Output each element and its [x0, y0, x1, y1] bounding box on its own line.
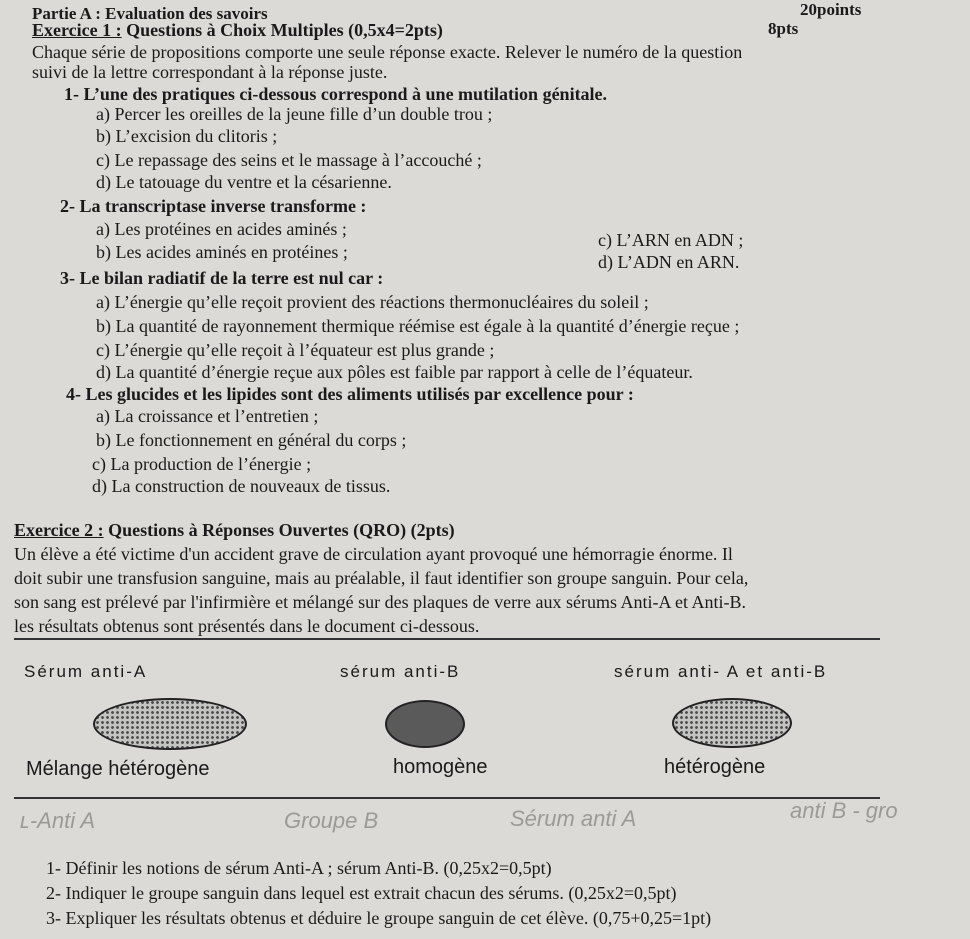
q2-stem: 2- La transcriptase inverse transforme :	[60, 196, 367, 216]
document-bottom-rule	[14, 797, 880, 799]
exercise2-subtitle: Questions à Réponses Ouvertes (QRO) (2pts)	[108, 520, 455, 540]
q3-option-a: a) L’énergie qu’elle reçoit provient des réactions thermonucléaires du soleil ;	[96, 292, 649, 312]
q4-stem: 4- Les glucides et les lipides sont des aliments utilisés par excellence pour :	[66, 384, 634, 404]
exercise2-question-3: 3- Expliquer les résultats obtenus et déduire le groupe sanguin de cet élève. (0,75+0,25=1pt)	[46, 908, 712, 928]
col3-title: sérum anti- A et anti-B	[614, 662, 828, 681]
exercise2-heading	[14, 520, 455, 541]
handwritten-note-3: Sérum anti A	[510, 806, 637, 831]
q3-option-c: c) L’énergie qu’elle reçoit à l’équateur est plus grande ;	[96, 340, 495, 360]
q2-option-b: b) Les acides aminés en protéines ;	[96, 242, 348, 262]
exercise2-paragraph-line2: doit subir une transfusion sanguine, mais au préalable, il faut identifier son groupe sanguin. Pour cela,	[14, 568, 749, 588]
q3-option-d: d) La quantité d’énergie reçue aux pôles est faible par rapport à celle de l’équateur.	[96, 362, 693, 382]
document-top-rule	[14, 638, 880, 640]
exercise1-heading	[32, 20, 443, 41]
q4-option-a: a) La croissance et l’entretien ;	[96, 406, 319, 426]
q3-option-b: b) La quantité de rayonnement thermique réémise est égale à la quantité d’énergie reçue ;	[96, 316, 740, 336]
agglutinated-drop-anti-ab	[672, 698, 792, 748]
handwritten-note-2: Groupe B	[284, 808, 379, 833]
part-label: Partie A : Evaluation des savoirs	[32, 4, 268, 23]
q1-option-d: d) Le tatouage du ventre et la césarienne.	[96, 172, 392, 192]
exercise2-paragraph-line4: les résultats obtenus sont présentés dans le document ci-dessous.	[14, 616, 480, 636]
q2-option-a: a) Les protéines en acides aminés ;	[96, 219, 347, 239]
q3-stem: 3- Le bilan radiatif de la terre est nul car :	[60, 268, 384, 288]
exercise2-question-2: 2- Indiquer le groupe sanguin dans lequel est extrait chacun des sérums. (0,25x2=0,5pt)	[46, 883, 677, 903]
agglutinated-drop-anti-a	[93, 698, 247, 750]
exercise1-subtitle: Questions à Choix Multiples (0,5x4=2pts)	[126, 20, 443, 40]
exercise1-instruction-line1: Chaque série de propositions comporte une seule réponse exacte. Relever le numéro de la question	[32, 42, 743, 62]
col2-title: sérum anti-B	[340, 662, 461, 681]
col1-result: Mélange hétérogène	[26, 758, 210, 780]
exercise1-title: Exercice 1 :	[32, 20, 122, 40]
exercise2-title: Exercice 2 :	[14, 520, 104, 540]
handwritten-note-1: ʟ-Anti A	[20, 808, 96, 833]
q4-option-b: b) Le fonctionnement en général du corps ;	[96, 430, 407, 450]
q2-option-c: c) L’ARN en ADN ;	[598, 230, 744, 250]
q4-option-c: c) La production de l’énergie ;	[92, 454, 312, 474]
q1-stem: 1- L’une des pratiques ci-dessous correspond à une mutilation génitale.	[64, 84, 608, 104]
exercise2-paragraph-line3: son sang est prélevé par l'infirmière et mélangé sur des plaques de verre aux sérums Anti-A et Anti-B.	[14, 592, 747, 612]
col3-result: hétérogène	[664, 756, 766, 778]
q4-option-d: d) La construction de nouveaux de tissus.	[92, 476, 391, 496]
exercise2-question-1: 1- Définir les notions de sérum Anti-A ; sérum Anti-B. (0,25x2=0,5pt)	[46, 858, 552, 878]
handwritten-note-4: anti B - gro	[790, 798, 898, 823]
col1-title: Sérum anti-A	[24, 662, 148, 681]
q2-option-d: d) L’ADN en ARN.	[598, 252, 740, 272]
exercise1-instruction-line2: suivi de la lettre correspondant à la réponse juste.	[32, 62, 388, 82]
q1-option-c: c) Le repassage des seins et le massage à l’accouché ;	[96, 150, 482, 170]
q1-option-b: b) L’excision du clitoris ;	[96, 126, 278, 146]
homogeneous-drop-anti-b	[385, 700, 465, 748]
exercise1-points: 8pts	[768, 19, 799, 38]
exercise2-paragraph-line1: Un élève a été victime d'un accident grave de circulation ayant provoqué une hémorragie énorme. Il	[14, 544, 733, 564]
q1-option-a: a) Percer les oreilles de la jeune fille d’un double trou ;	[96, 104, 493, 124]
col2-result: homogène	[393, 756, 488, 778]
total-points: 20points	[800, 0, 862, 19]
